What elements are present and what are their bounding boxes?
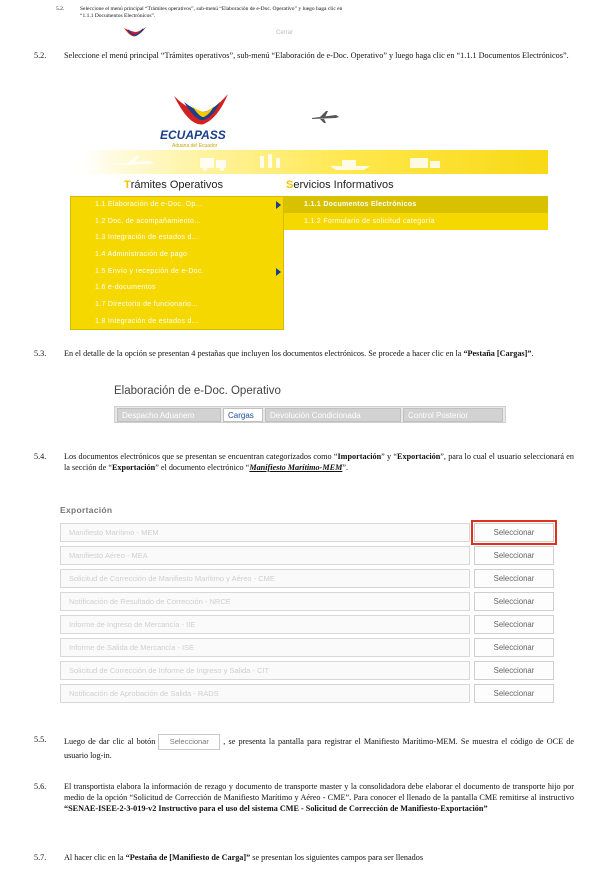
tab-cargas[interactable]: Cargas xyxy=(223,408,263,422)
text-run-bold: “Pestaña de [Manifiesto de Carga]” xyxy=(125,853,251,862)
section-text xyxy=(64,451,574,473)
banner-transport-icons xyxy=(110,152,470,172)
seleccionar-button[interactable]: Seleccionar xyxy=(474,569,554,588)
chevron-right-icon xyxy=(276,268,281,276)
inline-seleccionar-button[interactable]: Seleccionar xyxy=(158,734,220,750)
top-note-line2: “1.1.1 Documentos Electrónicos”. xyxy=(80,13,156,19)
tab-devolucion-condicionada[interactable]: Devolución Condicionada xyxy=(265,408,401,422)
text-run: se presentan los siguientes campos para ser llenados xyxy=(250,853,424,862)
row-label: Solicitud de Corrección de Informe de Ingreso y Salida - CIT xyxy=(60,661,470,680)
text-run: El transportista elabora la información de rezago y documento de transporte master y la consolidadora debe elaborar el documento de transporte hijo por medio de la opción “Solicitud de Corrección de Manifiesto Marítimo y Aéreo - CME”. Para conocer el llenado de la pantalla CME remitirse al instructivo xyxy=(64,782,574,802)
text-run: En el detalle de la opción se presentan 4 pestañas que incluyen los documentos electrónicos. Se procede a hacer clic en la xyxy=(64,349,464,358)
text-run-bold: Exportación xyxy=(111,463,156,472)
text-run: , se presenta la pantalla para registrar el Manifiesto Marítimo-MEM. Se muestra el código de OCE de usuario log-in. xyxy=(64,736,574,760)
section-text xyxy=(64,734,574,761)
top-note-line1: Seleccione el menú principal “Trámites operativos”, sub-menú “Elaboración de e-Doc. Operativo” y luego haga clic en xyxy=(80,6,343,12)
edoc-panel-title: Elaboración de e-Doc. Operativo xyxy=(114,385,281,397)
seleccionar-button[interactable]: Seleccionar xyxy=(474,546,554,565)
seleccionar-button[interactable]: Seleccionar xyxy=(474,615,554,634)
section-number: 5.6. xyxy=(34,782,47,791)
text-run-bold: “SENAE-ISEE-2-3-019-v2 Instructivo para el uso del sistema CME - Solicitud de Corrección de Manifiesto-Exportación” xyxy=(64,804,488,813)
menu-item-1-3[interactable] xyxy=(71,230,283,247)
banner-fade xyxy=(70,150,110,174)
menu-item-label: 1.8 Integración de estados d... xyxy=(95,317,199,325)
menu-item-1-2[interactable] xyxy=(71,214,283,231)
top-note-number: 5.2. xyxy=(56,6,65,12)
submenu-tramites xyxy=(70,196,284,330)
ecuapass-logo-small-icon xyxy=(122,26,148,38)
menu-item-1-4[interactable] xyxy=(71,247,283,264)
section-number: 5.7. xyxy=(34,853,47,862)
section-number: 5.4. xyxy=(34,452,47,461)
menu-item-1-1-2[interactable]: 1.1.2 Formulario de solicitud categoría xyxy=(304,218,435,225)
ecuapass-bird-icon xyxy=(170,90,230,130)
list-row xyxy=(60,661,554,680)
ecuapass-menu-screenshot xyxy=(70,90,548,330)
text-run-bold: “Pestaña [Cargas]” xyxy=(463,349,532,358)
row-label: Informe de Ingreso de Mercancía - IIE xyxy=(60,615,470,634)
ecuapass-logo-text: ECUAPASS xyxy=(160,128,226,142)
section-text xyxy=(64,781,574,814)
list-row xyxy=(60,569,554,588)
text-run: ”. xyxy=(342,463,349,472)
menu-item-1-7[interactable] xyxy=(71,297,283,314)
section-number: 5.2. xyxy=(34,51,47,60)
section-text xyxy=(64,348,574,359)
row-label: Informe de Salida de Mercancía - ISE xyxy=(60,638,470,657)
text-run: ” el documento electrónico “ xyxy=(155,463,250,472)
menu-item-1-8[interactable] xyxy=(71,314,283,331)
list-row xyxy=(60,638,554,657)
menu-item-label: 1.7 Directorio de funcionario... xyxy=(95,301,198,309)
edoc-tabs xyxy=(114,406,506,423)
text-run-underlined: Manifiesto Marítimo-MEM xyxy=(249,463,343,472)
exportacion-heading: Exportación xyxy=(60,505,113,515)
text-run: ”, para lo cual el usuario seleccionará en la sección de “ xyxy=(64,452,574,472)
top-ghost-text: Cerrar xyxy=(276,30,294,36)
tab-label: rámites Operativos xyxy=(130,179,224,191)
seleccionar-button[interactable]: Seleccionar xyxy=(474,661,554,680)
list-row xyxy=(60,546,554,565)
menu-item-label: 1.2 Doc. de acompañamiento... xyxy=(95,217,201,225)
text-run: . xyxy=(531,349,534,358)
text-run: ” y “ xyxy=(381,452,398,461)
tab-tramites-operativos[interactable] xyxy=(124,176,223,194)
chevron-right-icon xyxy=(276,201,281,209)
menu-item-label: 1.6 e-documentos xyxy=(95,284,156,292)
list-row xyxy=(60,523,554,542)
text-run: Al hacer clic en la xyxy=(64,853,126,862)
text-run: Luego de dar clic al botón xyxy=(64,736,156,746)
tab-cap-letter: T xyxy=(124,179,131,191)
seleccionar-button[interactable]: Seleccionar xyxy=(474,684,554,703)
section-number: 5.5. xyxy=(34,735,47,744)
menu-item-label: 1.5 Envío y recepción de e-Doc. xyxy=(95,267,204,275)
row-label: Notificación de Aprobación de Salida - RADS xyxy=(60,684,470,703)
text-run: Los documentos electrónicos que se presentan se encuentran categorizados como “ xyxy=(64,452,338,461)
section-text xyxy=(64,852,574,863)
tab-servicios-informativos[interactable] xyxy=(286,176,394,194)
yellow-banner xyxy=(70,150,548,174)
list-row xyxy=(60,592,554,611)
seleccionar-button[interactable]: Seleccionar xyxy=(474,638,554,657)
menu-item-label: 1.4 Administración de pago xyxy=(95,251,188,259)
row-label: Manifiesto Marítimo - MEM xyxy=(60,523,470,542)
airplane-icon xyxy=(310,110,340,124)
tab-control-posterior[interactable]: Control Posterior xyxy=(403,408,503,422)
ecuapass-logo-subtitle: Aduana del Ecuador xyxy=(172,143,218,149)
list-row xyxy=(60,684,554,703)
seleccionar-button[interactable]: Seleccionar xyxy=(474,523,554,542)
menu-item-label: 1.1 Elaboración de e-Doc. Op... xyxy=(95,201,203,208)
text-run-bold: Importación xyxy=(337,452,382,461)
row-label: Notificación de Resultado de Corrección - NRCE xyxy=(60,592,470,611)
tab-despacho-aduanero[interactable]: Despacho Aduanero xyxy=(117,408,221,422)
seleccionar-button[interactable]: Seleccionar xyxy=(474,592,554,611)
row-label: Solicitud de Corrección de Manifiesto Marítimo y Aéreo - CME xyxy=(60,569,470,588)
tab-label: ervicios Informativos xyxy=(293,179,394,191)
section-text: Seleccione el menú principal “Trámites operativos”, sub-menú “Elaboración de e-Doc. Operativo” y luego haga clic en “1.1.1 Documentos Electrónicos”. xyxy=(64,51,569,60)
row-label: Manifiesto Aéreo - MEA xyxy=(60,546,470,565)
submenu-elaboracion xyxy=(284,196,548,230)
section-number: 5.3. xyxy=(34,349,47,358)
edoc-panel xyxy=(114,385,514,420)
menu-item-1-6[interactable] xyxy=(71,280,283,297)
menu-item-1-5[interactable] xyxy=(71,264,283,281)
menu-item-1-1-1[interactable]: 1.1.1 Documentos Electrónicos xyxy=(284,196,548,213)
tab-cap-letter: S xyxy=(286,179,294,191)
text-run-bold: Exportación xyxy=(397,452,441,461)
menu-item-1-1[interactable] xyxy=(71,197,283,214)
exportacion-list xyxy=(60,505,560,698)
list-row xyxy=(60,615,554,634)
menu-item-label: 1.3 Integración de estados d... xyxy=(95,234,199,242)
